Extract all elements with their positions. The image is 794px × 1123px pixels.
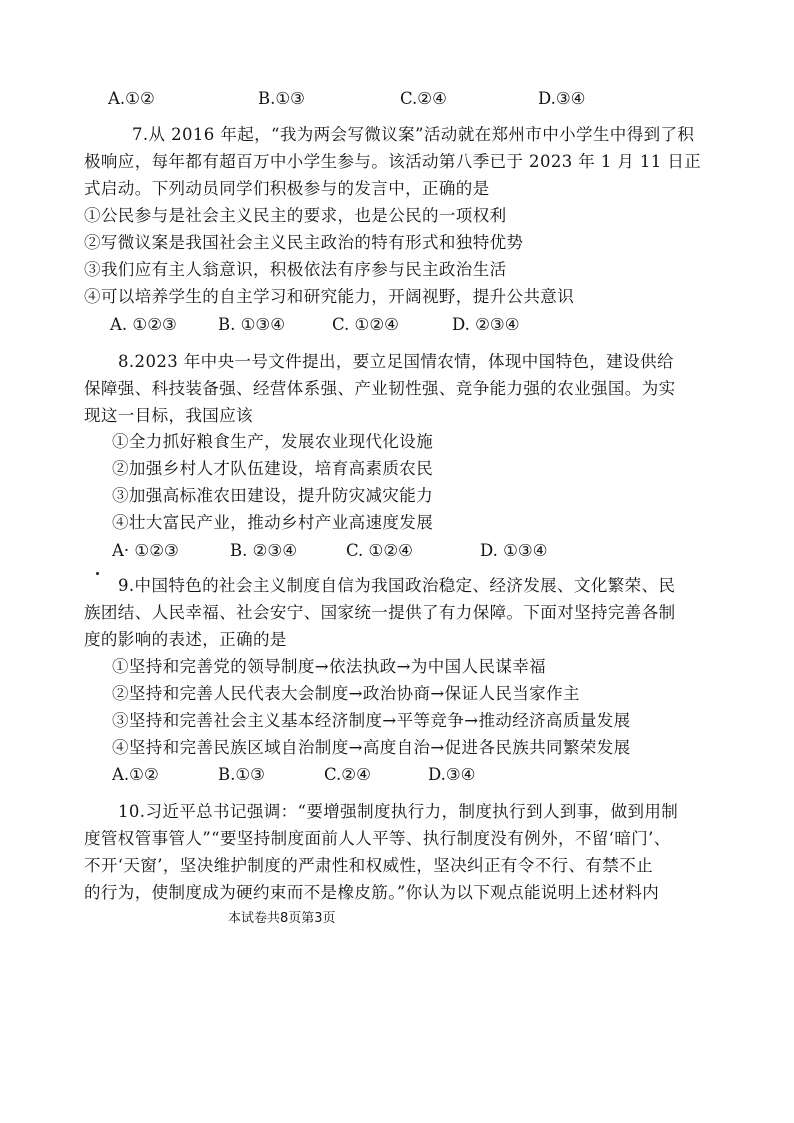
- q7-stem-line: 极响应，每年都有超百万中小学生参与。该活动第八季已于 2023 年 1 月 11 日正: [84, 152, 702, 171]
- q8-statement-1: ①全力抓好粮食生产，发展农业现代化设施: [112, 432, 434, 451]
- q8-option-b[interactable]: B. ②③④: [230, 541, 297, 560]
- q7-option-b[interactable]: B. ①③④: [218, 315, 285, 334]
- q9-statement-4: ④坚持和完善民族区域自治制度→高度自治→促进各民族共同繁荣发展: [112, 738, 631, 757]
- q8-stem-line: 保障强、科技装备强、经营体系强、产业韧性强、竞争能力强的农业强国。为实: [84, 379, 676, 398]
- page-footer: 本试卷共8页第3页: [228, 911, 336, 926]
- q9-option-b[interactable]: B.①③: [218, 765, 265, 784]
- q9-option-d[interactable]: D.③④: [428, 765, 476, 784]
- q8-statement-2: ②加强乡村人才队伍建设，培育高素质农民: [112, 459, 434, 478]
- q10-stem-line: 度管权管事管人”“要坚持制度面前人人平等、执行制度没有例外，不留‘暗门’、: [84, 829, 671, 848]
- q9-statement-3: ③坚持和完善社会主义基本经济制度→平等竞争→推动经济高质量发展: [112, 711, 631, 730]
- q7-option-a[interactable]: A. ①②③: [110, 315, 177, 334]
- q9-stem-line: 度的影响的表述，正确的是: [84, 630, 287, 649]
- q8-option-a[interactable]: A· ①②③: [112, 541, 179, 560]
- q7-option-d[interactable]: D. ②③④: [452, 315, 520, 334]
- q7-statement-2: ②写微议案是我国社会主义民主政治的特有形式和独特优势: [84, 233, 524, 252]
- q6-option-c[interactable]: C.②④: [400, 89, 447, 108]
- q10-stem-line: 的行为，使制度成为硬约束而不是橡皮筋。”你认为以下观点能说明上述材料内: [84, 883, 660, 902]
- q7-statement-1: ①公民参与是社会主义民主的要求，也是公民的一项权利: [84, 206, 507, 225]
- q9-stem-line: 9.中国特色的社会主义制度自信为我国政治稳定、经济发展、文化繁荣、民: [118, 576, 676, 595]
- q6-option-a[interactable]: A.①②: [108, 89, 155, 108]
- q10-stem-line: 不开‘天窗’，坚决维护制度的严肃性和权威性，坚决纠正有令不行、有禁不止: [84, 856, 653, 875]
- q10-stem-line: 10.习近平总书记强调：“要增强制度执行力，制度执行到人到事，做到用制: [118, 802, 679, 821]
- q7-stem-line: 式启动。下列动员同学们积极参与的发言中，正确的是: [84, 179, 490, 198]
- q7-statement-3: ③我们应有主人翁意识，积极依法有序参与民主政治生活: [84, 260, 507, 279]
- q8-statement-3: ③加强高标准农田建设，提升防灾减灾能力: [112, 486, 434, 505]
- q9-statement-2: ②坚持和完善人民代表大会制度→政治协商→保证人民当家作主: [112, 684, 580, 703]
- q9-statement-1: ①坚持和完善党的领导制度→依法执政→为中国人民谋幸福: [112, 657, 547, 676]
- speck-mark: [96, 572, 99, 575]
- q7-option-c[interactable]: C. ①②④: [332, 315, 399, 334]
- q8-option-d[interactable]: D. ①③④: [480, 541, 548, 560]
- q7-statement-4: ④可以培养学生的自主学习和研究能力，开阔视野，提升公共意识: [84, 287, 575, 306]
- q8-stem-line: 8.2023 年中央一号文件提出，要立足国情农情，体现中国特色，建设供给: [118, 352, 674, 371]
- q9-stem-line: 族团结、人民幸福、社会安宁、国家统一提供了有力保障。下面对坚持完善各制: [84, 603, 676, 622]
- q9-option-a[interactable]: A.①②: [112, 765, 159, 784]
- q8-stem-line: 现这一目标，我国应该: [84, 406, 253, 425]
- q8-option-c[interactable]: C. ①②④: [346, 541, 413, 560]
- q8-statement-4: ④壮大富民产业，推动乡村产业高速度发展: [112, 513, 434, 532]
- q9-option-c[interactable]: C.②④: [324, 765, 371, 784]
- q7-stem-line: 7.从 2016 年起，“我为两会写微议案”活动就在郑州市中小学生中得到了积: [132, 125, 695, 144]
- q6-option-d[interactable]: D.③④: [538, 89, 586, 108]
- q6-option-b[interactable]: B.①③: [258, 89, 305, 108]
